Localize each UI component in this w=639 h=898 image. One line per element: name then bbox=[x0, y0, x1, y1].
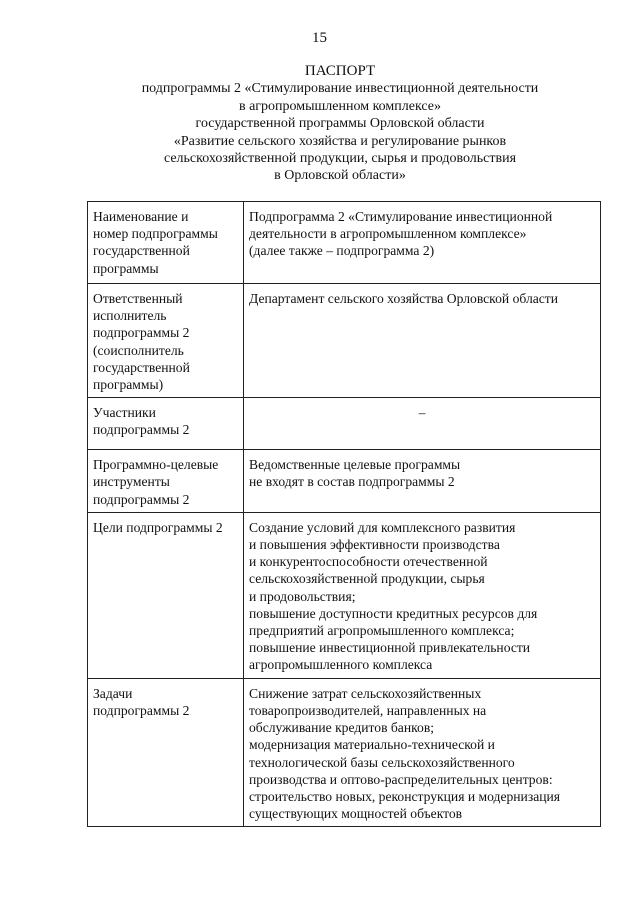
row-label: Участники подпрограммы 2 bbox=[88, 398, 244, 450]
row-label: Наименование и номер подпрограммы государственной программы bbox=[88, 202, 244, 284]
header-line: в Орловской области» bbox=[274, 168, 406, 184]
table-row bbox=[88, 512, 601, 678]
row-value: Ведомственные целевые программы не входят в состав подпрограммы 2 bbox=[244, 450, 601, 513]
row-value: Департамент сельского хозяйства Орловской области bbox=[244, 284, 601, 398]
table-row bbox=[88, 284, 601, 398]
table-row bbox=[88, 398, 601, 450]
row-label: Программно-целевые инструменты подпрограммы 2 bbox=[88, 450, 244, 513]
row-label: Ответственный исполнитель подпрограммы 2 (соисполнитель государственной программы) bbox=[88, 284, 244, 398]
row-label: Цели подпрограммы 2 bbox=[88, 512, 244, 678]
page-number: 15 bbox=[312, 30, 327, 46]
document-title: ПАСПОРТ bbox=[304, 63, 376, 79]
row-value: – bbox=[244, 398, 601, 450]
row-label: Задачи подпрограммы 2 bbox=[88, 678, 244, 827]
header-line: государственной программы Орловской области bbox=[195, 116, 485, 132]
header-line: «Развитие сельского хозяйства и регулирование рынков bbox=[173, 133, 507, 149]
row-value: Создание условий для комплексного развития и повышения эффективности производства и конкурентоспособности отечественной сельскохозяйственной продукции, сырья и продовольствия; повышение доступности кредитных ресурсов для предприятий агропромышленного комплекса; повышение инвестиционной привлекательности агропромышленного комплекса bbox=[244, 512, 601, 678]
document-header bbox=[60, 63, 620, 185]
header-line: подпрограммы 2 «Стимулирование инвестиционной деятельности bbox=[141, 81, 539, 97]
header-line: в агропромышленном комплексе» bbox=[238, 98, 442, 114]
table-row bbox=[88, 450, 601, 513]
table-row bbox=[88, 202, 601, 284]
row-value: Снижение затрат сельскохозяйственных товаропроизводителей, направленных на обслуживание кредитов банков; модернизация материально-технической и технологической базы сельскохозяйственного производства и оптово-распределительных центров: строительство новых, реконструкция и модернизация существующих мощностей объектов bbox=[244, 678, 601, 827]
table-row bbox=[88, 678, 601, 827]
row-value: Подпрограмма 2 «Стимулирование инвестиционной деятельности в агропромышленном комплексе» (далее также – подпрограмма 2) bbox=[244, 202, 601, 284]
header-line: сельскохозяйственной продукции, сырья и продовольствия bbox=[163, 151, 517, 167]
passport-table bbox=[87, 201, 601, 827]
